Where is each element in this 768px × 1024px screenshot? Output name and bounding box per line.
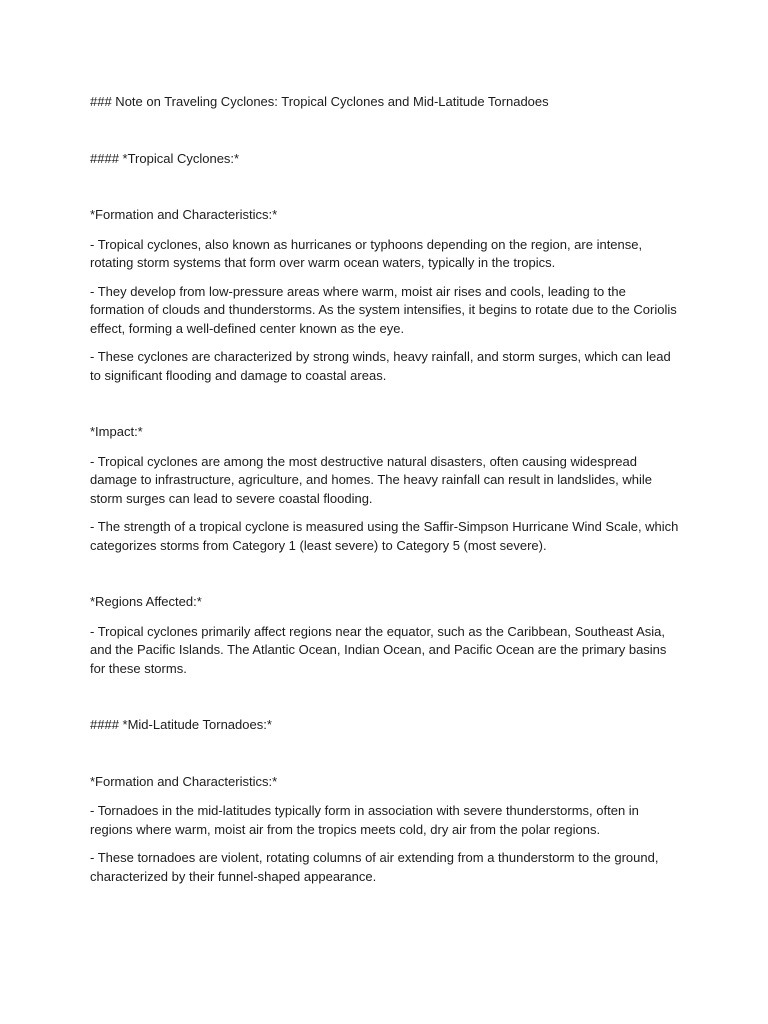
- paragraph: - Tropical cyclones, also known as hurricanes or typhoons depending on the region, are intense, rotating storm systems that form over warm ocean waters, typically in the tropics.: [90, 236, 643, 270]
- paragraph: - Tropical cyclones are among the most destructive natural disasters, often causing widespread damage to infrastructure, agriculture, and homes. The heavy rainfall can result in landslides, while storm surges can lead to severe coastal flooding.: [90, 453, 652, 506]
- subheading-formation: *Formation and Characteristics:*: [90, 207, 278, 222]
- paragraph: - These tornadoes are violent, rotating columns of air extending from a thunderstorm to the ground, characterized by their funnel-shaped appearance.: [90, 850, 659, 884]
- document-body: [90, 93, 682, 896]
- section-heading-tropical-cyclones: #### *Tropical Cyclones:*: [90, 150, 240, 166]
- paragraph: - These cyclones are characterized by strong winds, heavy rainfall, and storm surges, which can lead to significant flooding and damage to coastal areas.: [90, 349, 671, 383]
- subheading-impact: *Impact:*: [90, 424, 143, 439]
- subheading-formation: *Formation and Characteristics:*: [90, 773, 278, 789]
- section-heading-mid-latitude-tornadoes: #### *Mid-Latitude Tornadoes:*: [90, 717, 272, 732]
- paragraph: - The strength of a tropical cyclone is measured using the Saffir-Simpson Hurricane Wind Scale, which categorizes storms from Category 1 (least severe) to Category 5 (most severe).: [90, 519, 679, 553]
- subheading-regions-affected: *Regions Affected:*: [90, 594, 202, 609]
- paragraph: - Tornadoes in the mid-latitudes typically form in association with severe thunderstorms, often in regions where warm, moist air from the tropics meets cold, dry air from the polar regions.: [90, 803, 639, 837]
- paragraph: - They develop from low-pressure areas where warm, moist air rises and cools, leading to the formation of clouds and thunderstorms. As the system intensifies, it begins to rotate due to the Coriolis effect, forming a well-defined center known as the eye.: [90, 283, 677, 336]
- document-title: ### Note on Traveling Cyclones: Tropical Cyclones and Mid-Latitude Tornadoes: [90, 94, 549, 109]
- paragraph: - Tropical cyclones primarily affect regions near the equator, such as the Caribbean, Southeast Asia, and the Pacific Islands. The Atlantic Ocean, Indian Ocean, and Pacific Ocean are the primary basins for these storms.: [90, 623, 667, 676]
